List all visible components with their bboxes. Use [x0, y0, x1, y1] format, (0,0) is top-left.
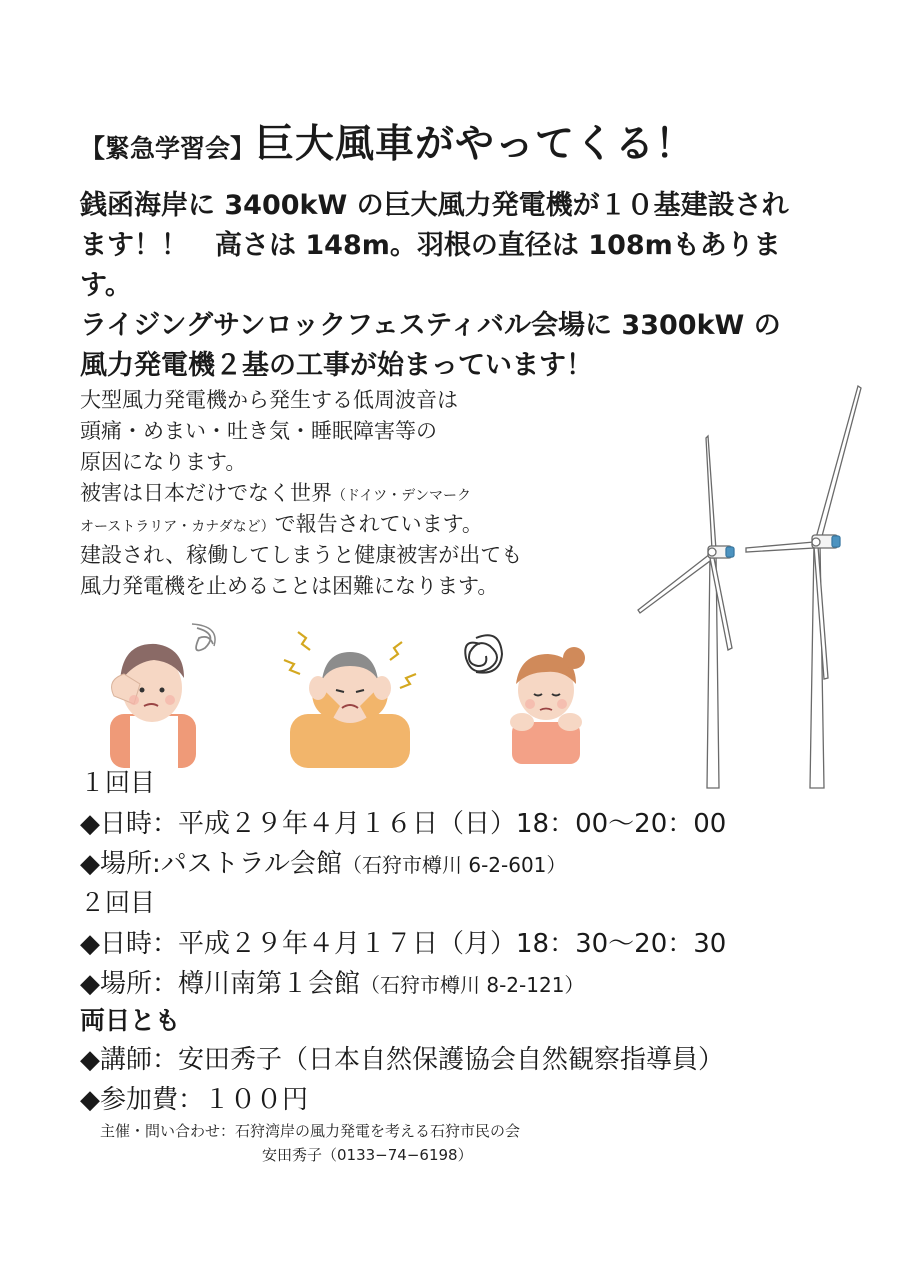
footer-organizer: 主催・問い合わせ：石狩湾岸の風力発電を考える石狩市民の会: [100, 1122, 521, 1140]
body-line-7: 風力発電機を止めることは困難になります。: [80, 574, 499, 598]
session1-place: ◆場所:パストラル会館: [80, 849, 342, 879]
session2-place: ◆場所：樽川南第１会館: [80, 969, 360, 999]
title-main: 巨大風車がやってくる！: [255, 122, 696, 167]
session1-date: ◆日時：平成２９年４月１６日（日）18：00〜20：00: [80, 809, 727, 839]
body-line-5-small: オーストラリア・カナダなど）: [80, 519, 275, 535]
body-line-5: [80, 509, 483, 543]
lead-line-3: す。: [80, 270, 132, 301]
session1-place-line: [80, 844, 566, 885]
session2-place-line: [80, 964, 584, 1005]
body-line-4: [80, 478, 471, 512]
session2-address: （石狩市樽川 8-2-121）: [360, 973, 585, 997]
body-line-4-main: 被害は日本だけでなく世界: [80, 481, 332, 505]
body-line-2: 頭痛・めまい・吐き気・睡眠障害等の: [80, 419, 437, 443]
lead-line-1: 銭函海岸に 3400kW の巨大風力発電機が１０基建設され: [80, 190, 789, 221]
body-line-4-small: （ドイツ・デンマーク: [332, 488, 472, 504]
session2-heading: ２回目: [80, 888, 156, 917]
fee: ◆参加費：１００円: [80, 1085, 308, 1115]
body-line-1: 大型風力発電機から発生する低周波音は: [80, 388, 458, 412]
wind-turbine-icon: [628, 378, 878, 798]
lead-line-2: ます！！ 高さは 148m。羽根の直径は 108mもありま: [80, 230, 781, 261]
footer-contact: 安田秀子（0133−74−6198）: [262, 1146, 473, 1164]
headache-man-icon: [270, 618, 430, 768]
lead-line-5: 風力発電機２基の工事が始まっています！: [80, 350, 593, 381]
lead-line-4: ライジングサンロックフェスティバル会場に 3300kW の: [80, 310, 781, 341]
body-line-3: 原因になります。: [80, 450, 247, 474]
page-title: [80, 118, 695, 179]
session1-address: （石狩市樽川 6-2-601）: [341, 853, 567, 877]
body-line-5-main: で報告されています。: [274, 512, 483, 536]
lecturer: ◆講師：安田秀子（日本自然保護協会自然観察指導員）: [80, 1045, 724, 1075]
session2-date: ◆日時：平成２９年４月１７日（月）18：30〜20：30: [80, 929, 727, 959]
session1-heading: １回目: [80, 768, 156, 797]
tired-girl-icon: [456, 622, 596, 767]
body-line-6: 建設され、稼働してしまうと健康被害が出ても: [80, 543, 523, 567]
title-tag: 【緊急学習会】: [80, 134, 256, 163]
common-heading: 両日とも: [80, 1006, 181, 1035]
dizzy-woman-icon: [92, 618, 232, 768]
